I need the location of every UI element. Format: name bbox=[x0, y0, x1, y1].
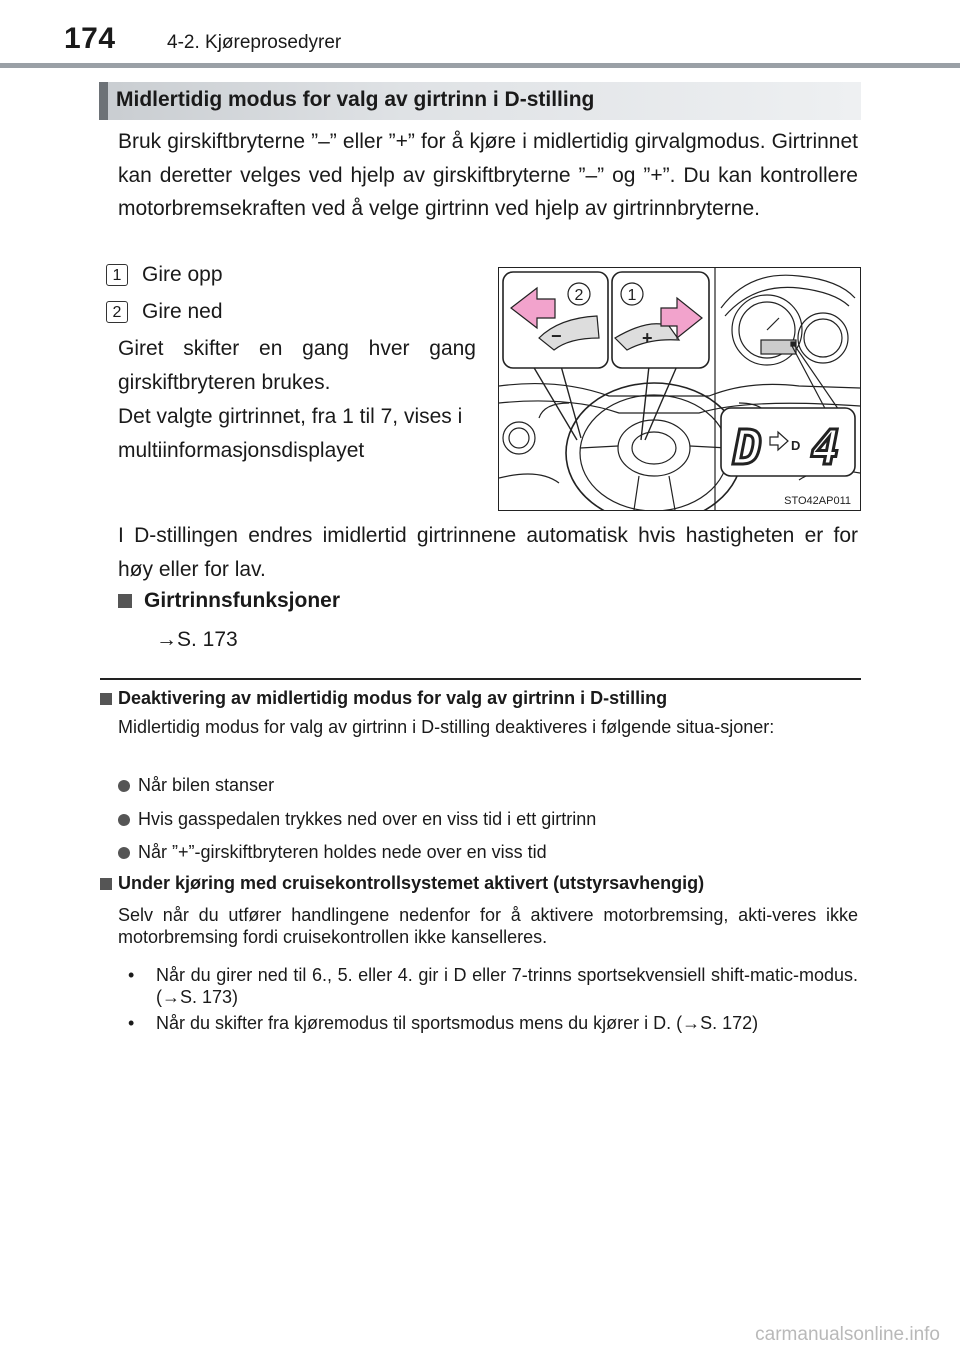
item-label: Gire opp bbox=[142, 263, 223, 286]
note-heading-cruise bbox=[100, 873, 704, 894]
list-item-text: Hvis gasspedalen trykkes ned over en viss tid i ett girtrinn bbox=[138, 809, 597, 829]
auto-shift-note: I D-stillingen endres imidlertid girtrinnene automatisk hvis hastigheten er for høy eller for lav. bbox=[118, 524, 858, 581]
intro-paragraph: Bruk girskiftbryterne ”–” eller ”+” for å kjøre i midlertidig girvalgmodus. Girtrinnet kan deretter velges ved hjelp av girskiftbryterne ”–” og ”+”. Du kan kontrollere motorbremsekraften ved å velge girtrinn ved hjelp av girtrinnbryterne. bbox=[118, 130, 858, 220]
round-bullet-icon bbox=[118, 847, 130, 859]
round-bullet-icon bbox=[118, 814, 130, 826]
page-number: 174 bbox=[64, 22, 116, 55]
display-gear-mode: D bbox=[733, 420, 762, 476]
list-item-text: Når ”+”-girskiftbryteren holdes nede over en viss tid bbox=[138, 842, 547, 862]
sub-list-item bbox=[128, 1012, 858, 1034]
watermark: carmanualsonline.info bbox=[755, 1324, 940, 1345]
page-reference: →S. 173 bbox=[156, 628, 238, 651]
callout-number: 2 bbox=[106, 301, 128, 323]
note-paragraph: Selv når du utfører handlingene nedenfor for å aktivere motorbremsing, akti-veres ikke motorbremsing fordi cruisekontrollen ikke kanselleres. bbox=[118, 905, 858, 947]
display-d-indicator: D bbox=[791, 438, 801, 453]
display-note: Det valgte girtrinnet, fra 1 til 7, vises i multiinformasjonsdisplayet bbox=[118, 405, 463, 462]
bullet-glyph: • bbox=[128, 1013, 135, 1033]
round-bullet-icon bbox=[118, 780, 130, 792]
banner-title: Midlertidig modus for valg av girtrinn i D-stilling bbox=[116, 88, 595, 111]
bullet-glyph: • bbox=[128, 965, 135, 985]
sub-list-item-text: Når du skifter fra kjøremodus til sportsmodus mens du kjører i D. (→S. 172) bbox=[156, 1013, 759, 1033]
callout-number: 1 bbox=[106, 264, 128, 286]
section-label: 4-2. Kjøreprosedyrer bbox=[167, 32, 342, 53]
paddle-shift-illustration bbox=[498, 267, 861, 511]
square-bullet-icon bbox=[100, 878, 112, 890]
list-item bbox=[118, 809, 596, 830]
note-title: Deaktivering av midlertidig modus for valg av girtrinn i D-stilling bbox=[118, 688, 668, 708]
callout-2: 2 bbox=[574, 287, 584, 304]
section-divider bbox=[100, 678, 861, 680]
note-heading-deactivation bbox=[100, 688, 667, 709]
note-title: Under kjøring med cruisekontrollsystemet aktivert (utstyrsavhengig) bbox=[118, 873, 705, 893]
gauge-cluster bbox=[721, 275, 855, 416]
plus-sign: + bbox=[642, 328, 653, 348]
figure-code: STO42AP011 bbox=[784, 495, 851, 507]
minus-sign: − bbox=[551, 326, 562, 346]
shift-note: Giret skifter en gang hver gang girskiftbryteren brukes. bbox=[118, 337, 476, 394]
item-gear-down bbox=[106, 299, 223, 325]
subsection-heading bbox=[118, 589, 340, 613]
header-rule bbox=[0, 63, 960, 68]
sub-list-item-text: Når du girer ned til 6., 5. eller 4. gir i D eller 7-trinns sportsekvensiell shift-matic-modus. (→S. 173) bbox=[156, 965, 858, 1007]
item-label: Gire ned bbox=[142, 300, 223, 323]
list-item bbox=[118, 775, 274, 796]
item-gear-up bbox=[106, 262, 223, 288]
section-banner bbox=[99, 82, 861, 120]
square-bullet-icon bbox=[100, 693, 112, 705]
sub-list-item bbox=[128, 964, 858, 1008]
subsection-title: Girtrinnsfunksjoner bbox=[144, 589, 341, 612]
note-paragraph: Midlertidig modus for valg av girtrinn i D-stilling deaktiveres i følgende situa-sjoner: bbox=[118, 717, 775, 737]
square-bullet-icon bbox=[118, 594, 132, 608]
list-item bbox=[118, 842, 547, 863]
callout-1: 1 bbox=[627, 287, 637, 304]
list-item-text: Når bilen stanser bbox=[138, 775, 275, 795]
illustration-svg bbox=[499, 268, 860, 510]
display-gear-number: 4 bbox=[811, 420, 840, 476]
